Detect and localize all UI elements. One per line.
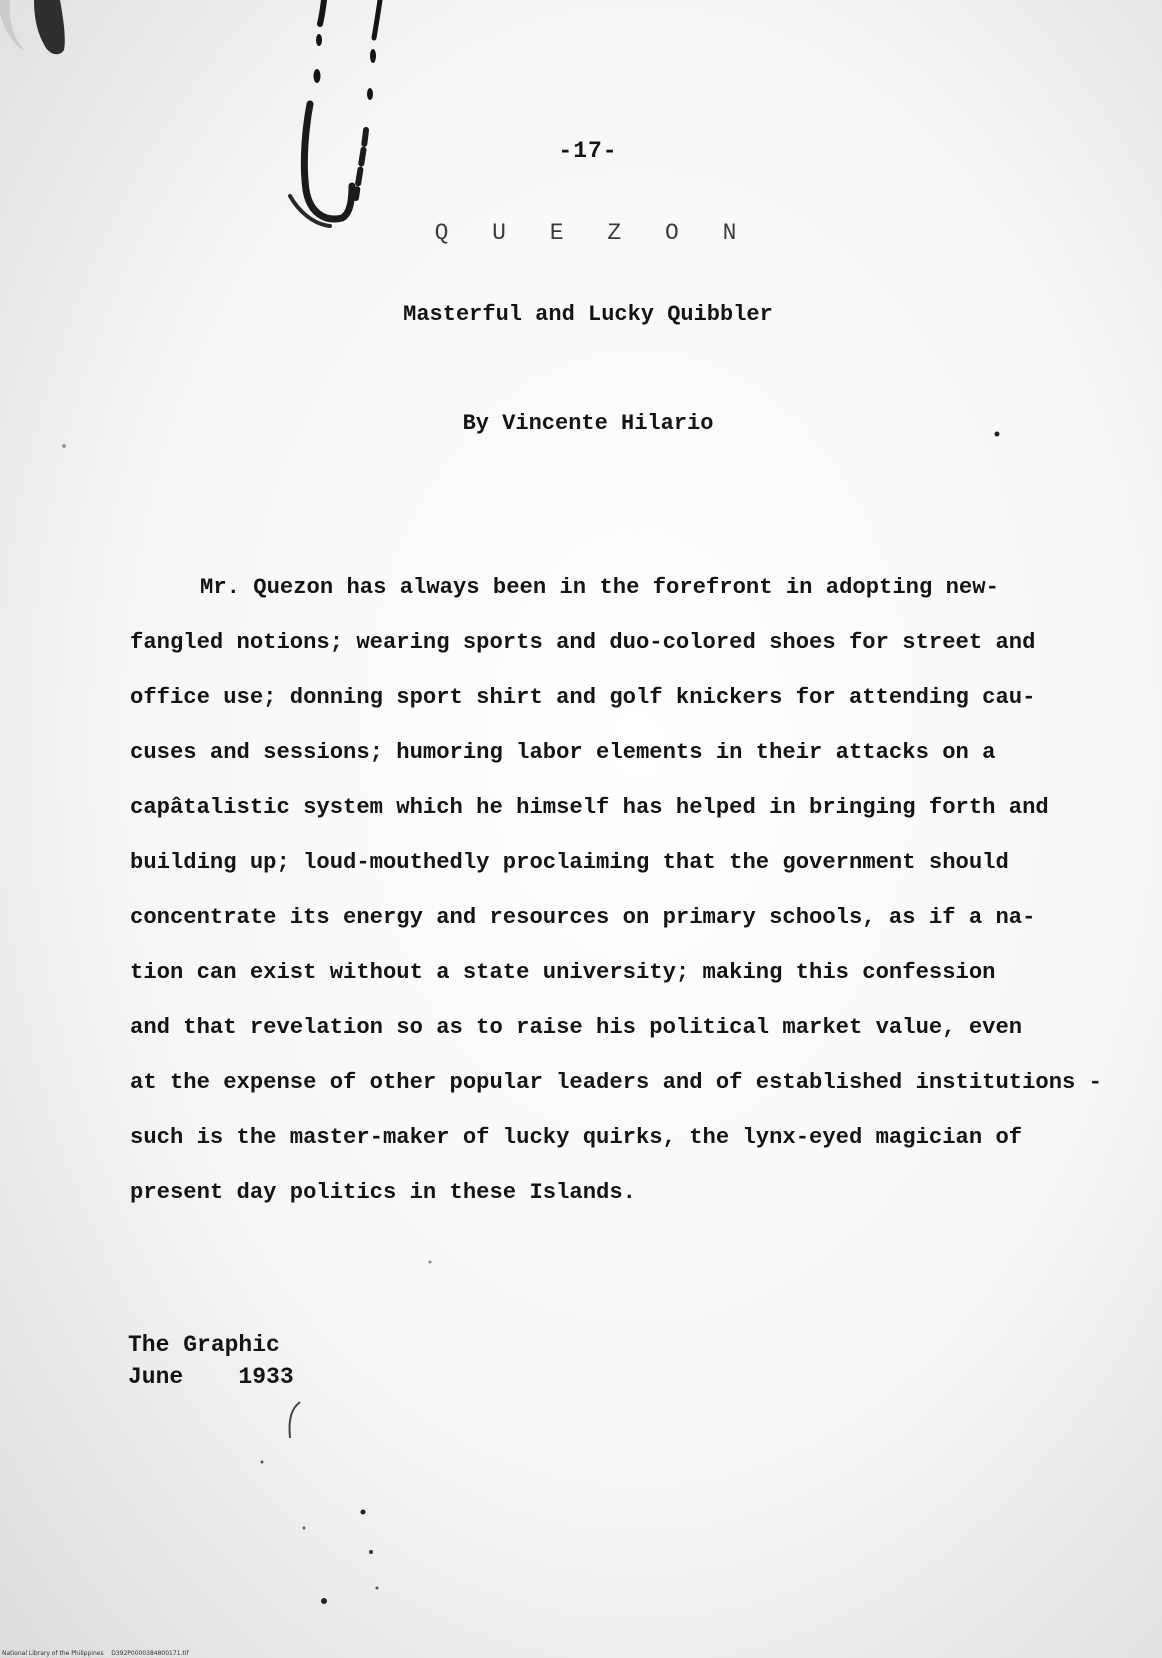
body-line-5: capâtalistic system which he himself has helped in bringing forth and xyxy=(130,795,1049,820)
source-date: June 1933 xyxy=(128,1364,294,1390)
body-line-2: fangled notions; wearing sports and duo-colored shoes for street and xyxy=(130,630,1036,655)
body-line-9: and that revelation so as to raise his political market value, even xyxy=(130,1015,1023,1040)
page-number: -17- xyxy=(558,138,618,164)
archive-caption: National Library of the Philippines D392P0000384800171.tif xyxy=(2,1650,189,1657)
body-line-11: such is the master-maker of lucky quirks, the lynx-eyed magician of xyxy=(130,1125,1023,1150)
source-publication: The Graphic xyxy=(128,1332,280,1358)
body-line-4: cuses and sessions; humoring labor elements in their attacks on a xyxy=(130,740,996,765)
body-line-1: Mr. Quezon has always been in the forefront in adopting new- xyxy=(200,575,999,600)
author-byline: By Vincente Hilario xyxy=(462,411,714,436)
body-line-8: tion can exist without a state university; making this confession xyxy=(130,960,996,985)
body-line-7: concentrate its energy and resources on primary schools, as if a na- xyxy=(130,905,1036,930)
body-line-12: present day politics in these Islands. xyxy=(130,1180,636,1205)
document-title: Q U E Z O N xyxy=(434,220,752,246)
document-subtitle: Masterful and Lucky Quibbler xyxy=(403,302,773,327)
scan-scuff-mark-icon xyxy=(0,0,80,70)
paper-clip-mark-icon xyxy=(286,0,396,240)
body-line-6: building up; loud-mouthedly proclaiming that the government should xyxy=(130,850,1009,875)
body-line-10: at the expense of other popular leaders and of established institutions - xyxy=(130,1070,1102,1095)
body-line-3: office use; donning sport shirt and golf knickers for attending cau- xyxy=(130,685,1036,710)
